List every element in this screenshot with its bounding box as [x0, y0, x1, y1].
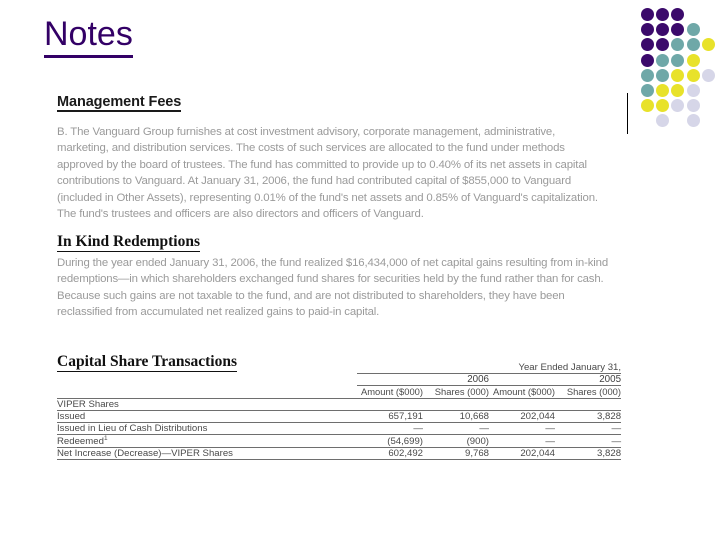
table-cell-shares-2006: 10,668 — [459, 410, 489, 422]
table-subheader-shares-2005: Shares (000) — [566, 386, 622, 397]
table-subheader-shares-2006: Shares (000) — [434, 386, 489, 397]
table-cell-amount-2006: — — [413, 422, 423, 434]
table-cell-amount-2005: 202,044 — [520, 447, 555, 459]
table-cell-amount-2006: (54,699) — [387, 435, 423, 447]
table-cell-shares-2006: (900) — [466, 435, 489, 447]
table-cell-shares-2006: — — [479, 422, 489, 434]
table-cell-shares-2006: 9,768 — [464, 447, 489, 459]
table-row — [57, 435, 621, 447]
table-cell-shares-2005: — — [611, 435, 622, 447]
table-span-header: Year Ended January 31, — [518, 362, 622, 373]
footnote-marker: 1 — [103, 434, 108, 442]
table-row-label: Issued in Lieu of Cash Distributions — [57, 422, 208, 434]
table-year-2006: 2006 — [467, 374, 489, 385]
paragraph-in-kind-redemptions: During the year ended January 31, 2006, the fund realized $16,434,000 of net capital gains resulting from in-kind redemptions—in which shareholders exchanged fund shares for securities held by the fund rather than for cash. Because such gains are not taxable to the fund, and are not distributed to shareholders, they have been reclassified from accumulated net realized gains to paid-in capital. — [57, 257, 609, 319]
table-row-label-text: Redeemed — [57, 435, 104, 447]
table-group-label: VIPER Shares — [57, 398, 119, 410]
table-row-label — [57, 435, 357, 447]
table-cell-amount-2006: 602,492 — [388, 447, 423, 459]
table-cell-amount-2005: 202,044 — [520, 410, 555, 422]
table-row — [57, 448, 621, 459]
table-cell-shares-2005: 3,828 — [597, 410, 622, 422]
table-row — [57, 411, 621, 422]
capital-share-transactions-table — [57, 362, 621, 460]
table-row-label: Issued — [57, 410, 86, 422]
table-subheader-amount-2006: Amount ($000) — [360, 386, 423, 397]
heading-capital-share-transactions: Capital Share Transactions — [57, 353, 237, 370]
table-group-row — [57, 399, 621, 410]
table-span-header-row — [57, 362, 621, 373]
page-title: Notes — [44, 14, 133, 58]
heading-in-kind-redemptions: In Kind Redemptions — [57, 233, 200, 250]
table-subheader-amount-2005: Amount ($000) — [492, 386, 555, 397]
table-subheader-row — [57, 386, 621, 398]
table-cell-shares-2005: — — [611, 422, 622, 434]
table-cell-amount-2005: — — [545, 422, 555, 434]
heading-management-fees: Management Fees — [57, 94, 182, 110]
table-row — [57, 423, 621, 434]
table-row-label: Net Increase (Decrease)—VIPER Shares — [57, 447, 233, 459]
table-year-2005: 2005 — [599, 374, 622, 385]
table-year-row — [57, 374, 621, 385]
table-cell-amount-2005: — — [545, 435, 555, 447]
table-rule — [57, 459, 621, 460]
table-cell-shares-2005: 3,828 — [597, 447, 622, 459]
paragraph-management-fees: B. The Vanguard Group furnishes at cost investment advisory, corporate management, administrative, marketing, and distribution services. The costs of such services are allocated to the fund under methods approved by the board of trustees. The fund has committed to provide up to 0.40% of its net assets in capital contributions to Vanguard. At January 31, 2006, the fund had contributed capital of $855,000 to Vanguard (included in Other Assets), representing 0.01% of the fund's net assets and 0.85% of Vanguard's capitalization. The fund's trustees and officers are also directors and officers of Vanguard. — [57, 126, 598, 221]
table-cell-amount-2006: 657,191 — [388, 410, 423, 422]
